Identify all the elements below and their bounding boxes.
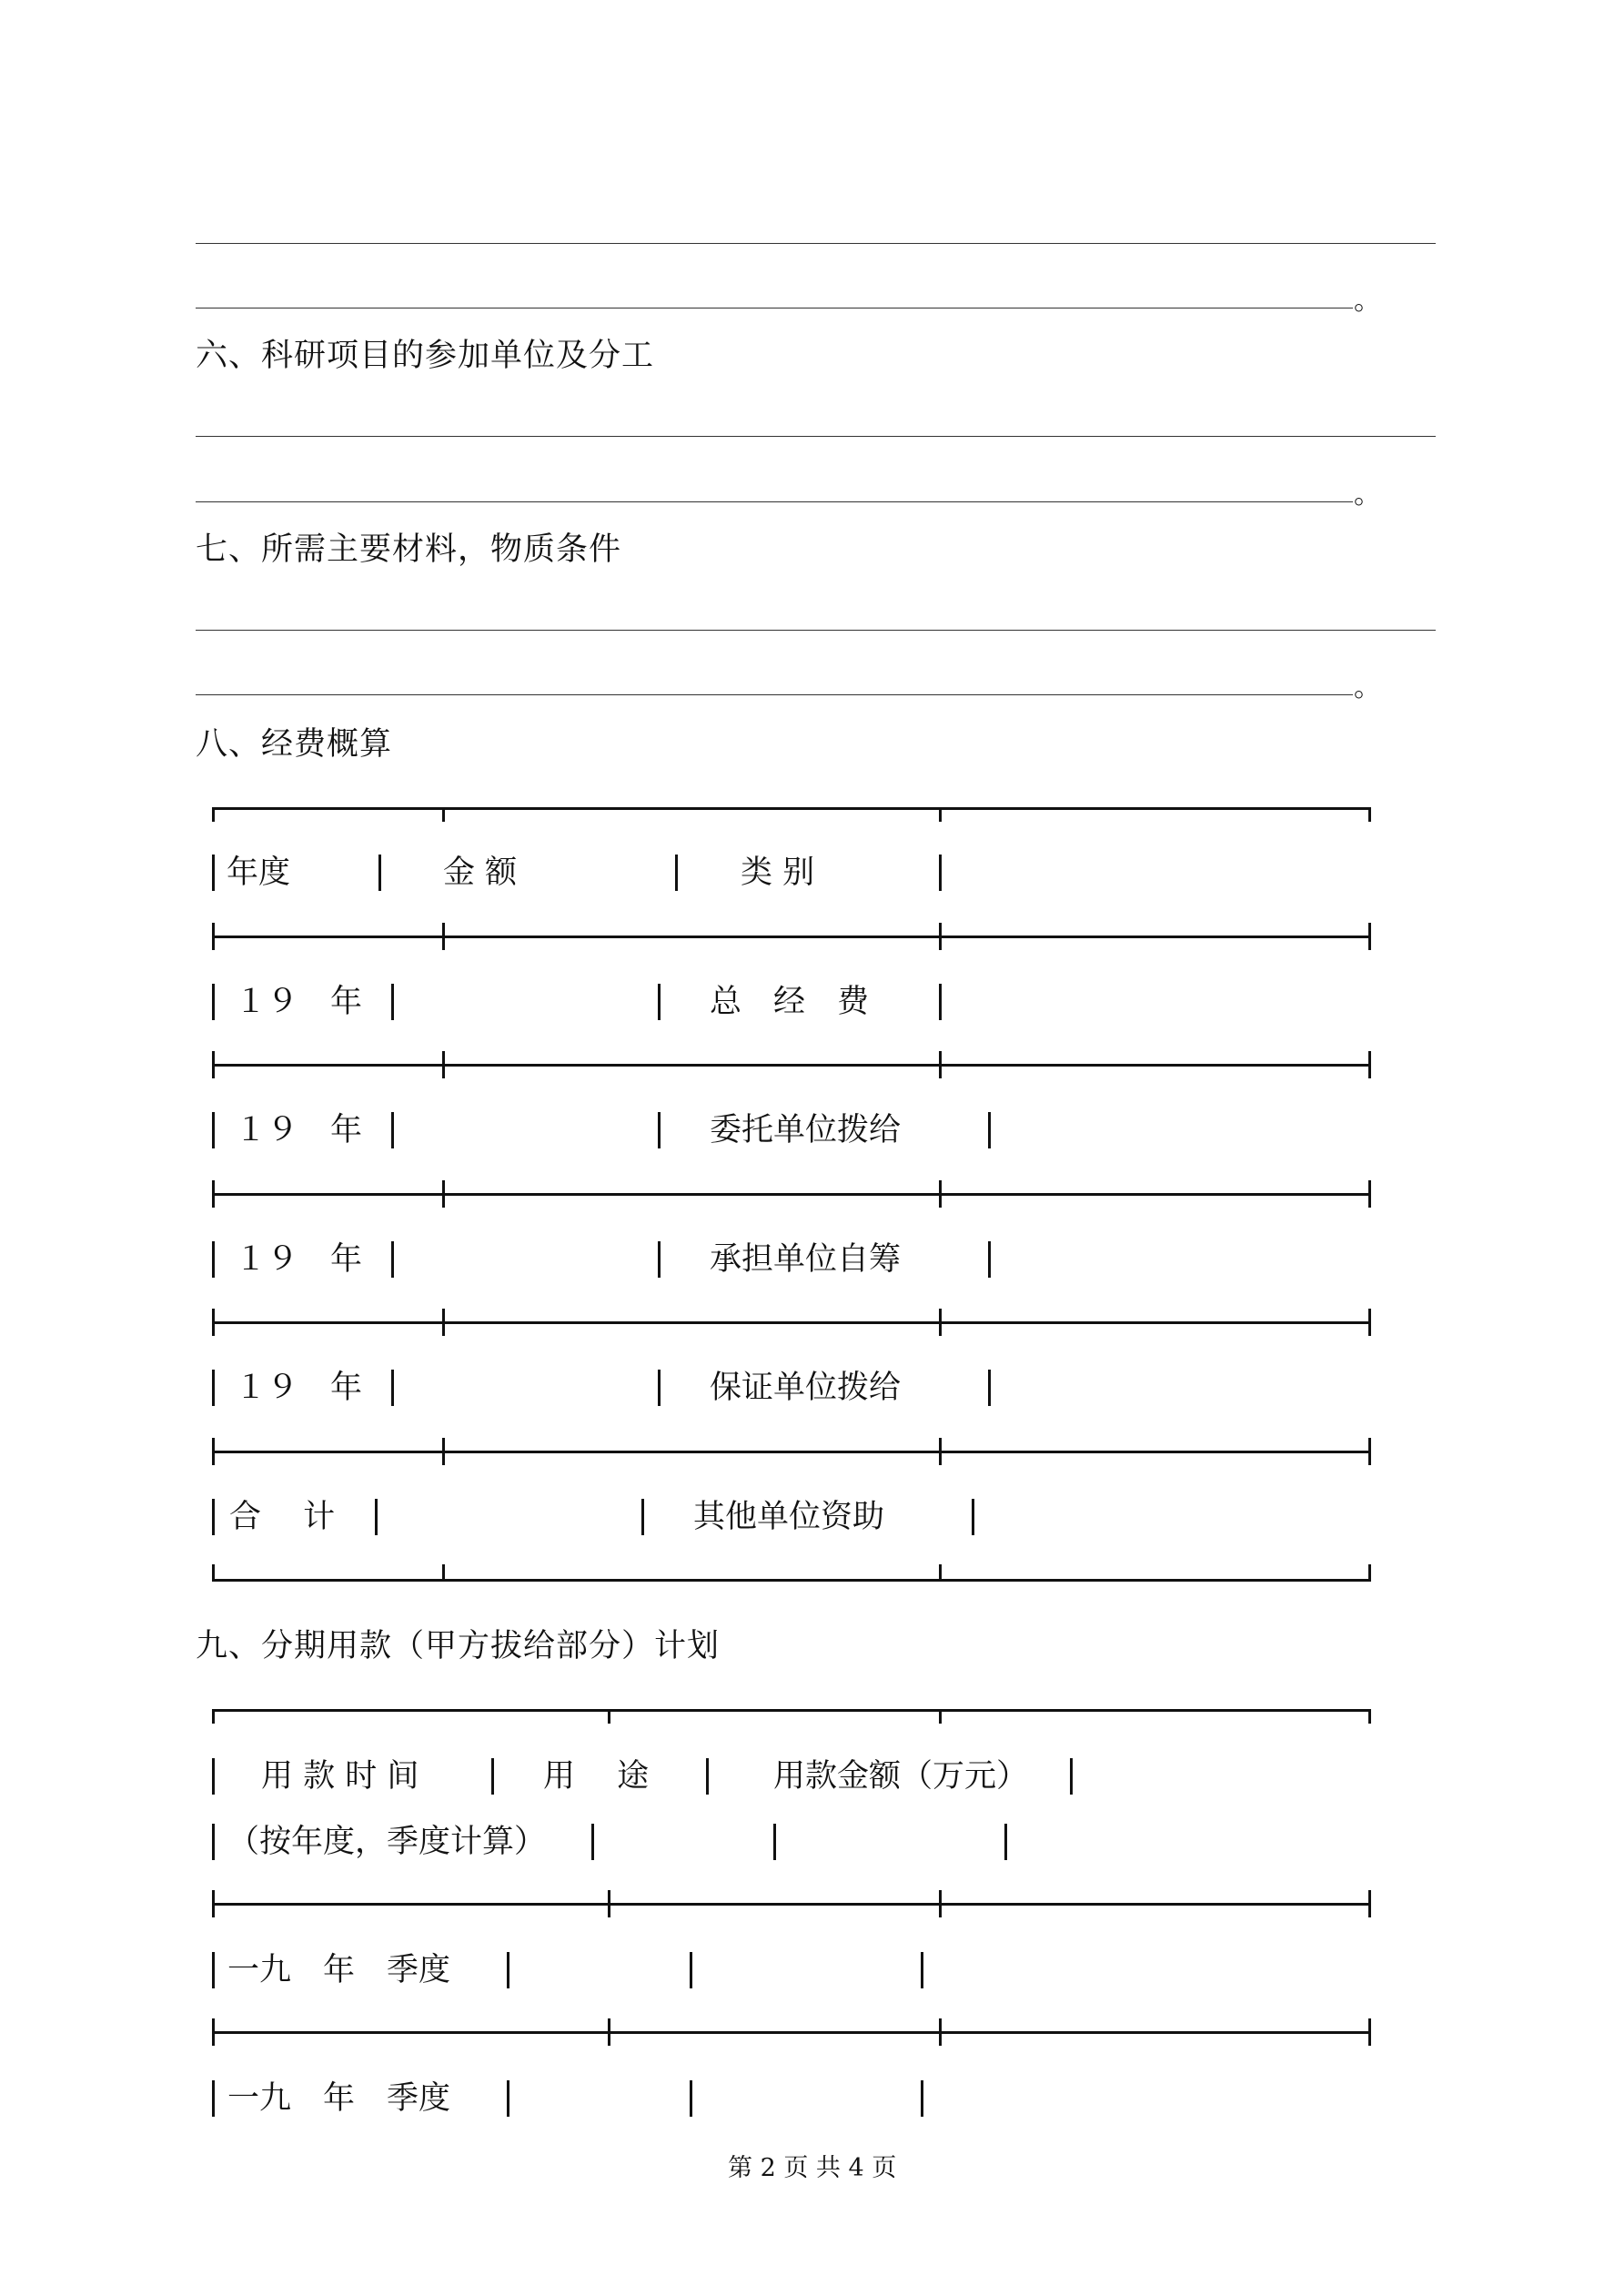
- table-joint: [1368, 1180, 1371, 1208]
- table-joint: [939, 1709, 942, 1724]
- table-joint: [442, 923, 445, 950]
- fill-line: [196, 630, 1436, 631]
- fill-line: [196, 243, 1436, 244]
- cell-divider: [1004, 1824, 1007, 1860]
- cell-divider: [212, 1241, 215, 1278]
- budget-row-year: １９ 年: [235, 984, 363, 1020]
- table-border: [212, 1321, 1371, 1324]
- table-corner: [1368, 1564, 1371, 1579]
- cell-divider: [658, 1241, 661, 1278]
- cell-divider: [507, 2080, 509, 2117]
- table-corner: [212, 807, 215, 822]
- cell-divider: [391, 984, 394, 1020]
- table-joint: [1368, 1438, 1371, 1465]
- cell-divider: [391, 1241, 394, 1278]
- header-payment-time: 用 款 时 间: [261, 1758, 419, 1795]
- table-border: [212, 1193, 1371, 1196]
- table-joint: [442, 1309, 445, 1336]
- table-joint: [939, 923, 942, 950]
- budget-row-category: 其他单位资助: [693, 1499, 885, 1535]
- table-joint: [939, 1438, 942, 1465]
- cell-divider: [212, 1824, 215, 1860]
- fill-line: [196, 694, 1353, 695]
- cell-divider: [212, 1370, 215, 1406]
- budget-row-category: 承担单位自筹: [710, 1241, 902, 1278]
- cell-divider: [972, 1499, 974, 1535]
- cell-divider: [988, 1241, 991, 1278]
- budget-row-category: 保证单位拨给: [710, 1370, 902, 1406]
- table-joint: [442, 1180, 445, 1208]
- table-border: [212, 936, 1371, 938]
- section-eight-title: 八、经费概算: [196, 726, 393, 763]
- cell-divider: [212, 2080, 215, 2117]
- payment-row-time: 一九 年 季度: [227, 1952, 451, 1988]
- table-joint: [212, 1309, 215, 1336]
- cell-divider: [1070, 1758, 1073, 1795]
- table-border: [212, 1451, 1371, 1453]
- section-nine-title: 九、分期用款（甲方拔给部分）计划: [196, 1628, 721, 1664]
- section-six-title: 六、科研项目的参加单位及分工: [196, 338, 655, 374]
- cell-divider: [507, 1952, 509, 1988]
- cell-divider: [921, 1952, 923, 1988]
- header-payment-amount: 用款金额（万元）: [773, 1758, 1029, 1795]
- table-joint: [212, 1051, 215, 1078]
- table-joint: [442, 1564, 445, 1579]
- budget-row-category: 委托单位拨给: [710, 1112, 902, 1148]
- cell-divider: [212, 1758, 215, 1795]
- cell-divider: [491, 1758, 494, 1795]
- budget-row-year: １９ 年: [235, 1370, 363, 1406]
- table-joint: [608, 1890, 610, 1917]
- table-border: [212, 1903, 1371, 1906]
- table-joint: [1368, 923, 1371, 950]
- cell-divider: [690, 1952, 692, 1988]
- header-category: 类 别: [741, 855, 815, 891]
- period-mark: 。: [1354, 672, 1381, 703]
- cell-divider: [773, 1824, 776, 1860]
- table-joint: [939, 1564, 942, 1579]
- cell-divider: [921, 2080, 923, 2117]
- table-border: [212, 1579, 1371, 1582]
- table-corner: [212, 1709, 215, 1724]
- table-joint: [608, 2018, 610, 2046]
- cell-divider: [375, 1499, 378, 1535]
- cell-divider: [391, 1112, 394, 1148]
- cell-divider: [591, 1824, 594, 1860]
- table-joint: [212, 1890, 215, 1917]
- fill-line: [196, 501, 1353, 502]
- budget-row-category: 总 经 费: [710, 984, 870, 1020]
- header-year: 年度: [227, 855, 291, 891]
- cell-divider: [988, 1112, 991, 1148]
- table-joint: [939, 1051, 942, 1078]
- cell-divider: [690, 2080, 692, 2117]
- cell-divider: [212, 1112, 215, 1148]
- cell-divider: [212, 855, 215, 891]
- cell-divider: [658, 1112, 661, 1148]
- table-border: [212, 1064, 1371, 1067]
- budget-row-year: 合 计: [229, 1499, 336, 1535]
- period-mark: 。: [1354, 479, 1381, 511]
- table-joint: [212, 1180, 215, 1208]
- period-mark: 。: [1354, 285, 1381, 317]
- header-purpose: 用 途: [543, 1758, 650, 1795]
- cell-divider: [675, 855, 678, 891]
- table-corner: [212, 1564, 215, 1579]
- table-joint: [939, 807, 942, 822]
- table-joint: [1368, 1309, 1371, 1336]
- table-border: [212, 2031, 1371, 2034]
- table-corner: [1368, 1709, 1371, 1724]
- payment-row-time: 一九 年 季度: [227, 2080, 451, 2117]
- table-joint: [1368, 2018, 1371, 2046]
- table-joint: [212, 923, 215, 950]
- cell-divider: [212, 1952, 215, 1988]
- cell-divider: [212, 1499, 215, 1535]
- table-joint: [212, 2018, 215, 2046]
- page-footer: 第 2 页 共 4 页: [728, 2154, 897, 2182]
- cell-divider: [641, 1499, 644, 1535]
- table-border: [212, 807, 1371, 810]
- table-joint: [939, 1309, 942, 1336]
- cell-divider: [391, 1370, 394, 1406]
- table-joint: [442, 1438, 445, 1465]
- table-joint: [442, 1051, 445, 1078]
- cell-divider: [658, 984, 661, 1020]
- table-joint: [1368, 1890, 1371, 1917]
- cell-divider: [706, 1758, 709, 1795]
- header-payment-time-note: （按年度，季度计算）: [227, 1824, 547, 1860]
- cell-divider: [988, 1370, 991, 1406]
- table-joint: [212, 1438, 215, 1465]
- table-joint: [442, 807, 445, 822]
- budget-row-year: １９ 年: [235, 1112, 363, 1148]
- header-amount: 金 额: [443, 855, 518, 891]
- budget-row-year: １９ 年: [235, 1241, 363, 1278]
- table-joint: [608, 1709, 610, 1724]
- fill-line: [196, 436, 1436, 437]
- cell-divider: [939, 984, 942, 1020]
- cell-divider: [939, 855, 942, 891]
- table-joint: [1368, 1051, 1371, 1078]
- table-joint: [939, 1180, 942, 1208]
- table-corner: [1368, 807, 1371, 822]
- table-border: [212, 1709, 1371, 1712]
- cell-divider: [378, 855, 381, 891]
- table-joint: [939, 1890, 942, 1917]
- cell-divider: [212, 984, 215, 1020]
- cell-divider: [658, 1370, 661, 1406]
- table-joint: [939, 2018, 942, 2046]
- section-seven-title: 七、所需主要材料，物质条件: [196, 531, 622, 568]
